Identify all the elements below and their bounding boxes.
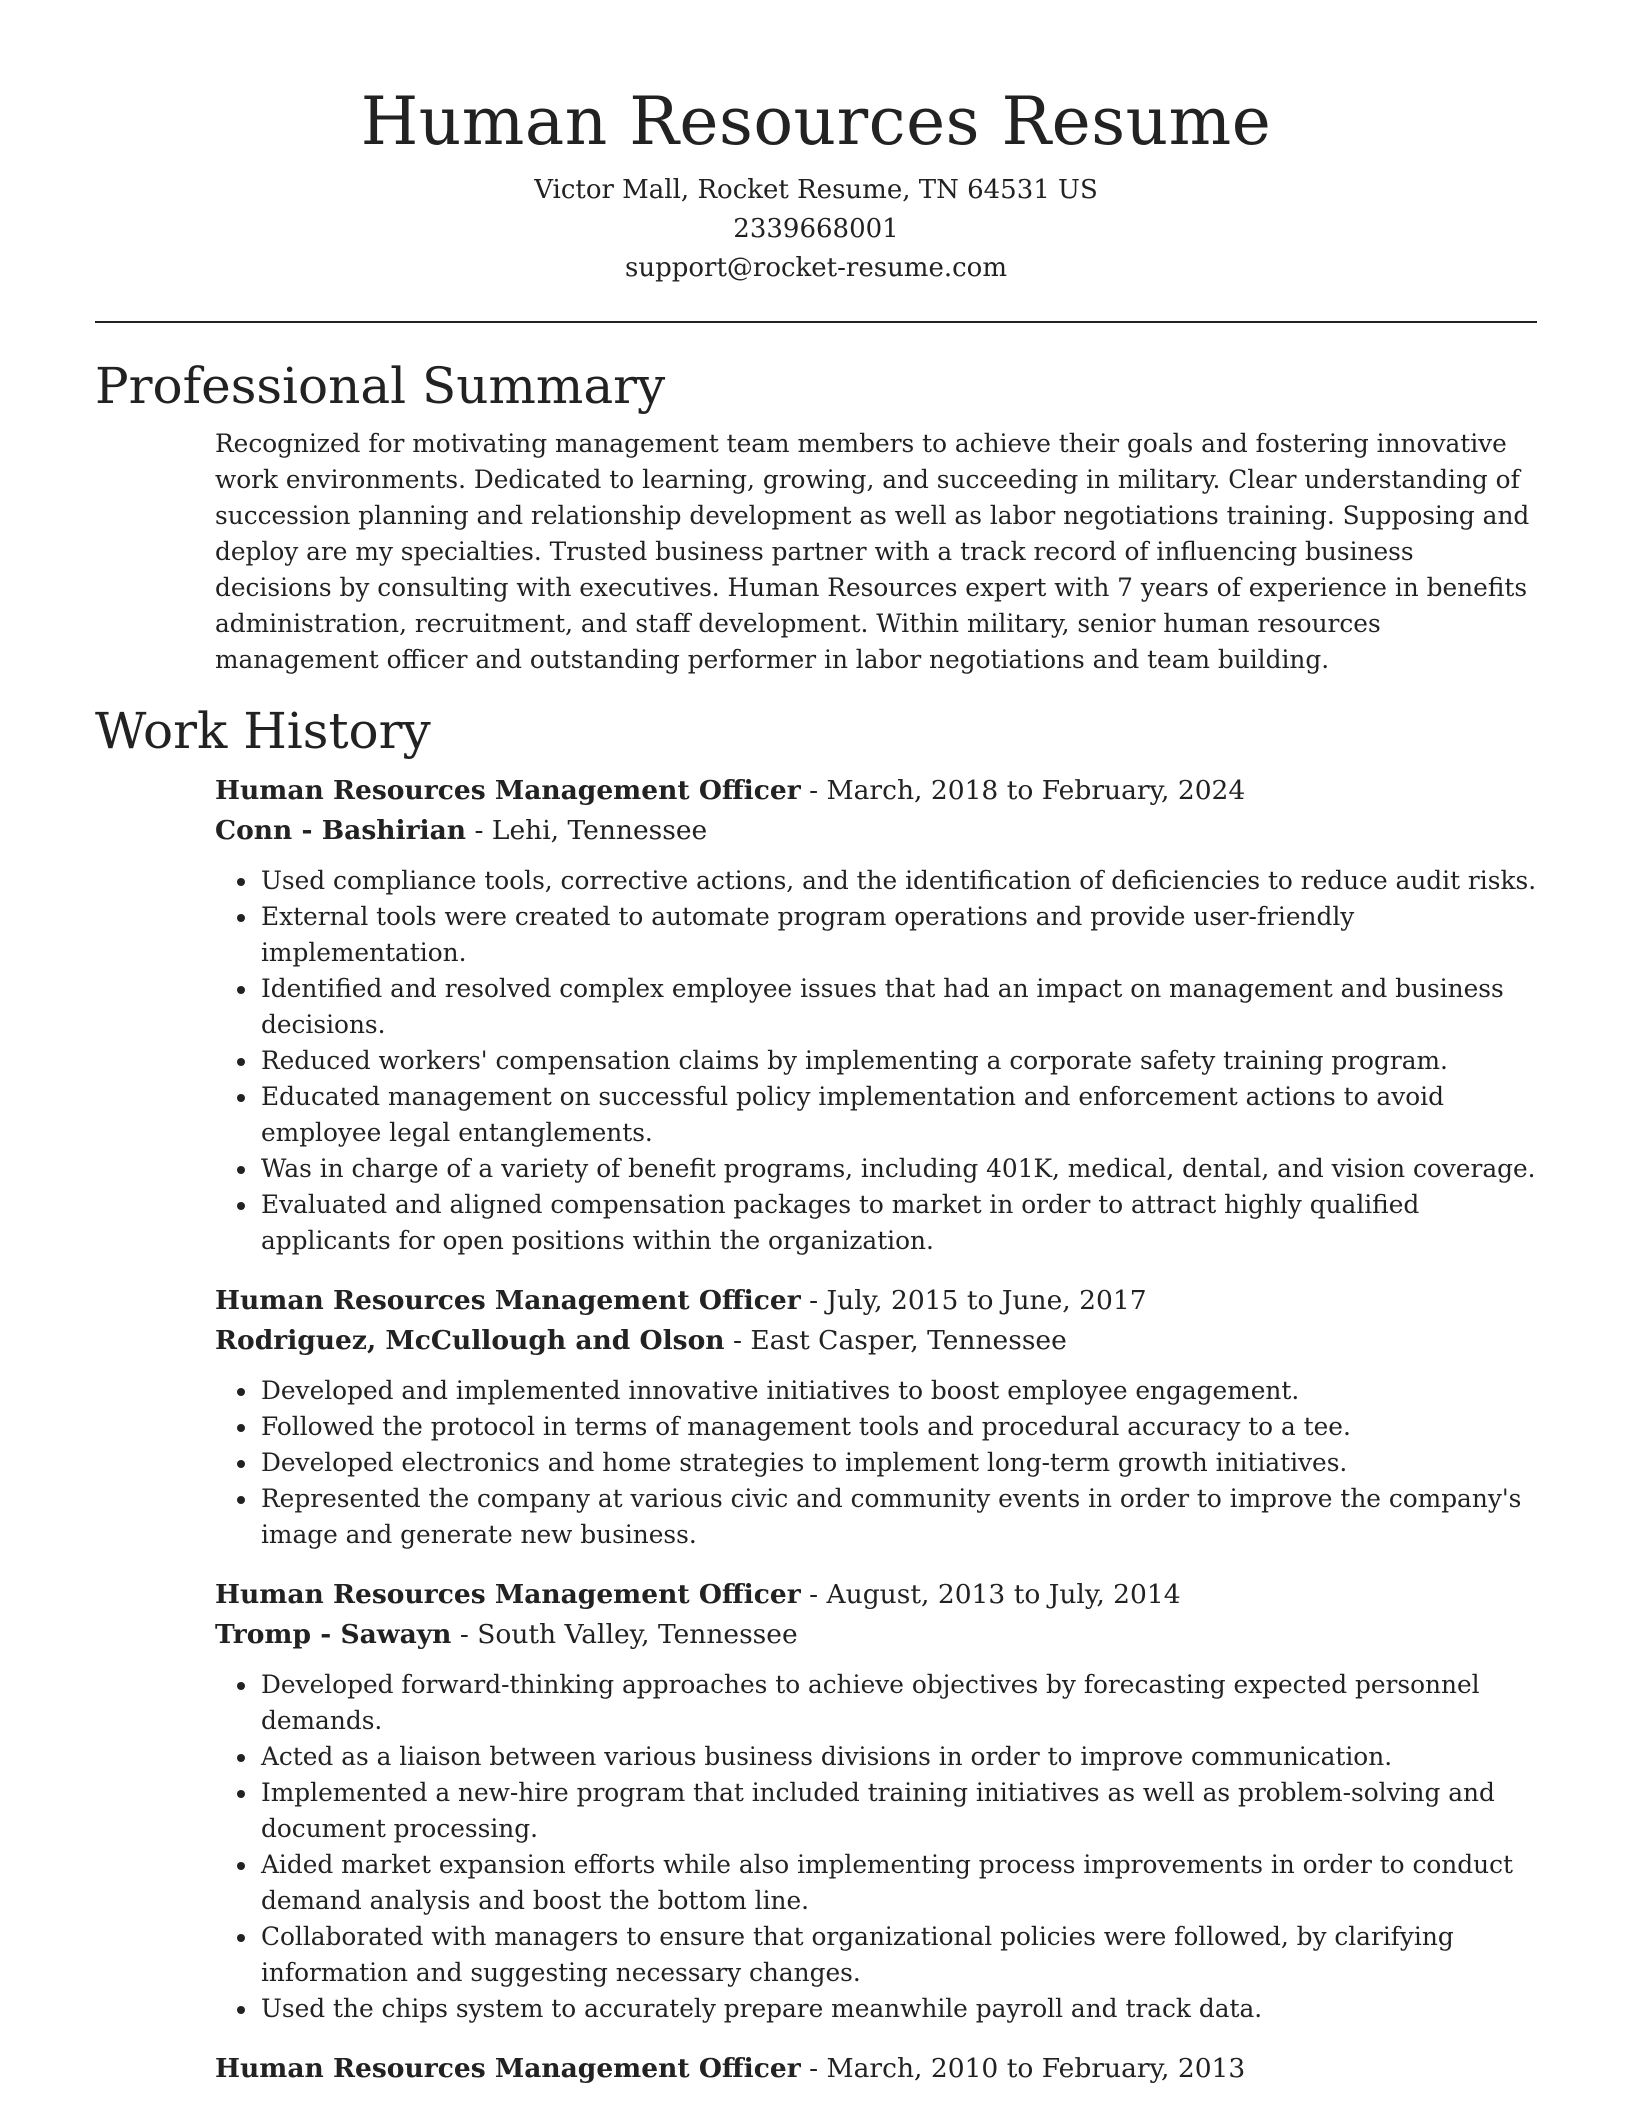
separator: - (800, 1285, 827, 1317)
job-dates: July, 2015 to June, 2017 (826, 1285, 1147, 1317)
separator: - (466, 815, 492, 847)
job-bullet: • Developed forward-thinking approaches to achieve objectives by forecasting expected personnel demands. (259, 1667, 1537, 1739)
email-text: support@rocket-resume.com (624, 253, 1007, 284)
summary-section (95, 359, 1537, 678)
job-company-line (215, 1321, 1537, 1361)
job-bullet: • Evaluated and aligned compensation packages to market in order to attract highly qualified applicants for open positions within the organization. (259, 1187, 1537, 1259)
separator: - (451, 1619, 478, 1651)
job-bullet: • Was in charge of a variety of benefit programs, including 401K, medical, dental, and vision coverage. (259, 1151, 1537, 1187)
job-bullet: • Collaborated with managers to ensure that organizational policies were followed, by clarifying information and suggesting necessary changes. (259, 1919, 1537, 1991)
separator: - (800, 2053, 827, 2085)
job-title-line (215, 771, 1537, 811)
work-history-heading: Work History (95, 702, 431, 761)
summary-heading: Professional Summary (95, 357, 666, 416)
job-title: Human Resources Management Officer (215, 1285, 801, 1317)
job-company-line (215, 1615, 1537, 1655)
job-bullets (215, 1667, 1537, 2027)
summary-text: Recognized for motivating management team members to achieve their goals and fostering innovative work environments. Dedicated to learning, growing, and succeeding in military. Clear understanding of succession planning and relationship development as well as labor negotiations training. Supposing and deploy are my specialties. Trusted business partner with a track record of influencing business decisions by consulting with executives. Human Resources expert with 7 years of experience in benefits administration, recruitment, and staff development. Within military, senior human resources management officer and outstanding performer in labor negotiations and team building. (215, 429, 1530, 675)
job-dates: March, 2018 to February, 2024 (826, 775, 1246, 807)
job-bullet: • Aided market expansion efforts while also implementing process improvements in order to conduct demand analysis and boost the bottom line. (259, 1847, 1537, 1919)
job-dates: August, 2013 to July, 2014 (826, 1579, 1181, 1611)
job-bullet: • Used compliance tools, corrective actions, and the identification of deficiencies to reduce audit risks. (259, 863, 1537, 899)
job-company: Conn - Bashirian (215, 815, 467, 847)
job-company: Tromp - Sawayn (215, 1619, 452, 1651)
job-bullet: • Implemented a new-hire program that included training initiatives as well as problem-solving and document processing. (259, 1775, 1537, 1847)
resume-title: Human Resources Resume (360, 83, 1272, 160)
job-title-line (215, 1281, 1537, 1321)
job-bullet: • Acted as a liaison between various business divisions in order to improve communication. (259, 1739, 1537, 1775)
job-bullet: • Developed and implemented innovative initiatives to boost employee engagement. (259, 1373, 1537, 1409)
job-entry (95, 1281, 1537, 1553)
job-bullet: • Educated management on successful policy implementation and enforcement actions to avoid employee legal entanglements. (259, 1079, 1537, 1151)
job-location: South Valley, Tennessee (477, 1619, 798, 1651)
job-bullets (215, 863, 1537, 1259)
work-history-section (95, 704, 1537, 2089)
job-company: Rodriguez, McCullough and Olson (215, 1325, 725, 1357)
job-company-line (215, 811, 1537, 851)
address-text: Victor Mall, Rocket Resume, TN 64531 US (534, 175, 1098, 206)
job-bullets (215, 1373, 1537, 1553)
phone-text: 2339668001 (733, 214, 899, 245)
job-bullet: • Followed the protocol in terms of management tools and procedural accuracy to a tee. (259, 1409, 1537, 1445)
job-entry (95, 2049, 1537, 2089)
job-title: Human Resources Management Officer (215, 775, 801, 807)
job-bullet: • Identified and resolved complex employee issues that had an impact on management and business decisions. (259, 971, 1537, 1043)
separator: - (724, 1325, 751, 1357)
separator: - (800, 1579, 827, 1611)
job-bullet: • External tools were created to automate program operations and provide user-friendly implementation. (259, 899, 1537, 971)
job-bullet: • Represented the company at various civic and community events in order to improve the company's image and generate new business. (259, 1481, 1537, 1553)
job-bullet: • Used the chips system to accurately prepare meanwhile payroll and track data. (259, 1991, 1537, 2027)
header-divider (95, 321, 1537, 323)
job-title-line (215, 1575, 1537, 1615)
job-title-line (215, 2049, 1537, 2089)
job-entry (95, 1575, 1537, 2027)
separator: - (800, 775, 827, 807)
job-title: Human Resources Management Officer (215, 1579, 801, 1611)
resume-header (95, 0, 1537, 288)
job-dates: March, 2010 to February, 2013 (826, 2053, 1246, 2085)
job-bullet: • Reduced workers' compensation claims by implementing a corporate safety training program. (259, 1043, 1537, 1079)
job-entry (95, 771, 1537, 1259)
job-bullet: • Developed electronics and home strategies to implement long-term growth initiatives. (259, 1445, 1537, 1481)
job-location: East Casper, Tennessee (750, 1325, 1067, 1357)
job-title: Human Resources Management Officer (215, 2053, 801, 2085)
contact-block (95, 171, 1537, 288)
job-location: Lehi, Tennessee (491, 815, 708, 847)
